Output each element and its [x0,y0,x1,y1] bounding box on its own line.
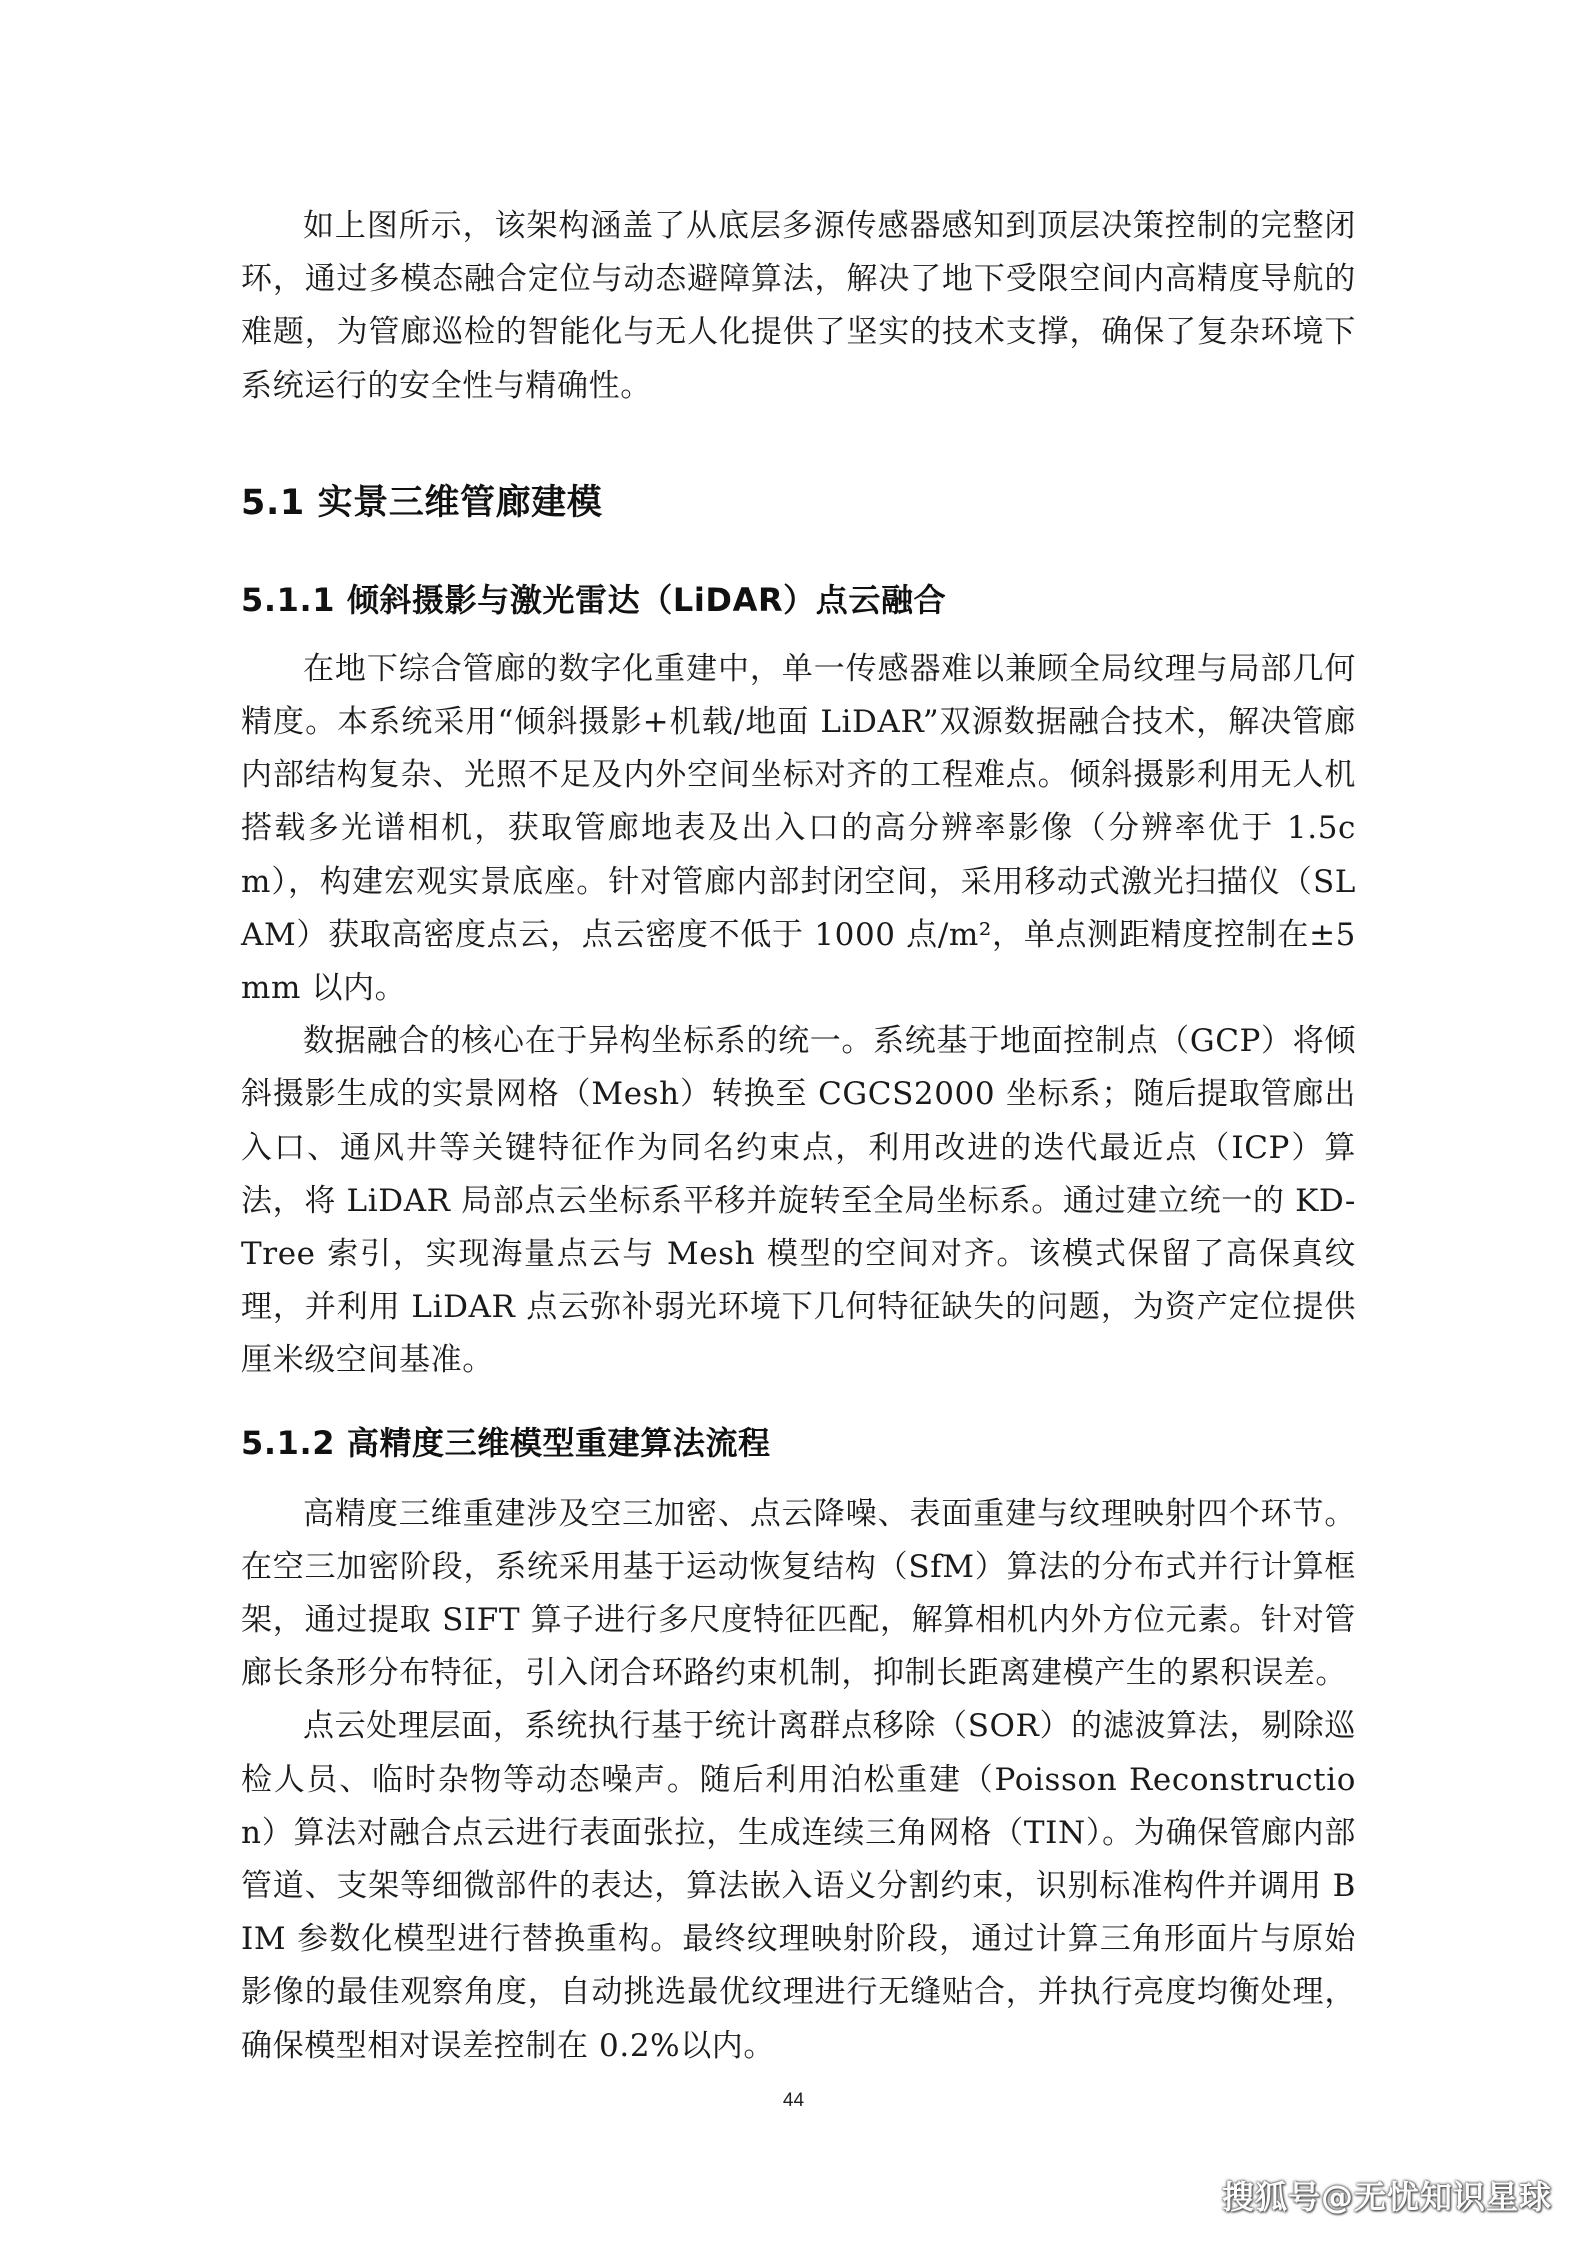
section-5-1-1-heading: 5.1.1 倾斜摄影与激光雷达（LiDAR）点云融合 [241,580,947,619]
section-5-1-1-paragraph-1: 在地下综合管廊的数字化重建中，单一传感器难以兼顾全局纹理与局部几何精度。本系统采用“倾斜摄影+机载/地面 LiDAR”双源数据融合技术，解决管廊内部结构复杂、光照不足及内外空间坐标对齐的工程难点。倾斜摄影利用无人机搭载多光谱相机，获取管廊地表及出入口的高分辨率影像（分辨率优于 1.5cm），构建宏观实景底座。针对管廊内部封闭空间，采用移动式激光扫描仪（SLAM）获取高密度点云，点云密度不低于 1000 点/m²，单点测距精度控制在±5mm 以内。 [241,650,1356,1007]
watermark: 搜狐号@无忧知识星球 [1221,2178,1552,2216]
section-5-1-2-paragraph-1: 高精度三维重建涉及空三加密、点云降噪、表面重建与纹理映射四个环节。在空三加密阶段，系统采用基于运动恢复结构（SfM）算法的分布式并行计算框架，通过提取 SIFT 算子进行多尺度特征匹配，解算相机内外方位元素。针对管廊长条形分布特征，引入闭合环路约束机制，抑制长距离建模产生的累积误差。 [241,1495,1356,1692]
section-5-1-heading: 5.1 实景三维管廊建模 [241,482,603,523]
page-number: 44 [782,2090,805,2111]
section-5-1-1-paragraph-2: 数据融合的核心在于异构坐标系的统一。系统基于地面控制点（GCP）将倾斜摄影生成的实景网格（Mesh）转换至 CGCS2000 坐标系；随后提取管廊出入口、通风井等关键特征作为同名约束点，利用改进的迭代最近点（ICP）算法，将 LiDAR 局部点云坐标系平移并旋转至全局坐标系。通过建立统一的 KD-Tree 索引，实现海量点云与 Mesh 模型的空间对齐。该模式保留了高保真纹理，并利用 LiDAR 点云弥补弱光环境下几何特征缺失的问题，为资产定位提供厘米级空间基准。 [241,1023,1356,1379]
section-5-1-2-heading: 5.1.2 高精度三维模型重建算法流程 [241,1423,771,1462]
section-5-1-2-paragraph-2: 点云处理层面，系统执行基于统计离群点移除（SOR）的滤波算法，剔除巡检人员、临时杂物等动态噪声。随后利用泊松重建（Poisson Reconstruction）算法对融合点云进行表面张拉，生成连续三角网格（TIN）。为确保管廊内部管道、支架等细微部件的表达，算法嵌入语义分割约束，识别标准构件并调用 BIM 参数化模型进行替换重构。最终纹理映射阶段，通过计算三角形面片与原始影像的最佳观察角度，自动挑选最优纹理进行无缝贴合，并执行亮度均衡处理，确保模型相对误差控制在 0.2%以内。 [241,1708,1356,2064]
page-content [241,200,1356,2073]
intro-paragraph: 如上图所示，该架构涵盖了从底层多源传感器感知到顶层决策控制的完整闭环，通过多模态融合定位与动态避障算法，解决了地下受限空间内高精度导航的难题，为管廊巡检的智能化与无人化提供了坚实的技术支撑，确保了复杂环境下系统运行的安全性与精确性。 [241,208,1356,404]
